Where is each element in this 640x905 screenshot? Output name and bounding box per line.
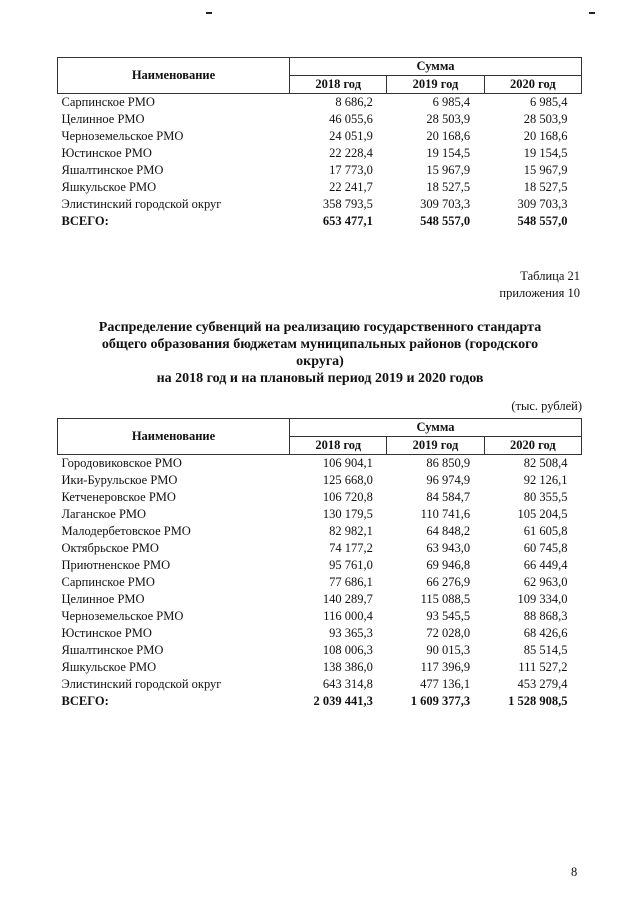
row-name: ВСЕГО: (61, 214, 109, 228)
value-2020: 66 449,4 (523, 558, 568, 572)
value-2019: 110 741,6 (420, 507, 471, 521)
table-2-body (58, 455, 582, 711)
table-row (58, 676, 582, 693)
row-name: Ики-Бурульское РМО (61, 473, 178, 487)
value-2020: 92 126,1 (523, 473, 568, 487)
value-2018: 24 051,9 (329, 129, 373, 143)
value-2018: 2 039 441,3 (313, 694, 373, 708)
value-2018: 138 386,0 (322, 660, 373, 674)
value-2018: 643 314,8 (322, 677, 373, 691)
row-name: ВСЕГО: (61, 694, 109, 708)
value-2020: 60 745,8 (523, 541, 568, 555)
value-2020: 28 503,9 (523, 112, 568, 126)
row-name: Юстинское РМО (61, 146, 152, 160)
value-2019: 90 015,3 (426, 643, 471, 657)
row-name: Приютненское РМО (61, 558, 171, 572)
col-header-name: Наименование (58, 419, 290, 455)
table-row (58, 489, 582, 506)
table-row (58, 591, 582, 608)
value-2020: 20 168,6 (523, 129, 568, 143)
value-2018: 82 982,1 (329, 524, 373, 538)
value-2018: 106 720,8 (322, 490, 373, 504)
table-row (58, 162, 582, 179)
value-2019: 309 703,3 (420, 197, 471, 211)
row-name: Черноземельское РМО (61, 129, 184, 143)
value-2020: 1 528 908,5 (508, 694, 568, 708)
row-name: Сарпинское РМО (61, 575, 155, 589)
col-header-2020: 2020 год (484, 76, 581, 94)
total-row (58, 693, 582, 710)
scan-mark-right (589, 12, 595, 14)
value-2019: 6 985,4 (432, 95, 471, 109)
value-2020: 6 985,4 (530, 95, 568, 109)
table-row (58, 523, 582, 540)
table-row (58, 111, 582, 128)
table-row (58, 179, 582, 196)
page-number: 8 (571, 865, 578, 879)
value-2020: 68 426,6 (523, 626, 568, 640)
table-2 (57, 418, 582, 710)
value-2020: 548 557,0 (517, 214, 568, 228)
value-2019: 20 168,6 (426, 129, 471, 143)
row-name: Яшалтинское РМО (61, 163, 164, 177)
col-header-sum: Сумма (290, 58, 582, 76)
value-2020: 309 703,3 (517, 197, 568, 211)
col-header-2018: 2018 год (290, 437, 387, 455)
col-header-name: Наименование (58, 58, 290, 94)
col-header-2018: 2018 год (290, 76, 387, 94)
scan-mark-left (206, 12, 212, 14)
value-2019: 28 503,9 (426, 112, 471, 126)
table-row (58, 472, 582, 489)
value-2019: 15 967,9 (426, 163, 471, 177)
row-name: Юстинское РМО (61, 626, 152, 640)
row-name: Яшкульское РМО (61, 660, 157, 674)
value-2019: 117 396,9 (420, 660, 471, 674)
row-name: Элистинский городской округ (61, 197, 222, 211)
value-2020: 82 508,4 (523, 456, 568, 470)
value-2020: 111 527,2 (518, 660, 568, 674)
value-2020: 61 605,8 (523, 524, 568, 538)
value-2019: 19 154,5 (426, 146, 471, 160)
value-2018: 22 228,4 (329, 146, 373, 160)
value-2020: 80 355,5 (523, 490, 568, 504)
value-2018: 93 365,3 (329, 626, 373, 640)
value-2020: 109 334,0 (517, 592, 568, 606)
value-2020: 85 514,5 (523, 643, 568, 657)
value-2018: 116 000,4 (323, 609, 373, 623)
value-2018: 95 761,0 (329, 558, 373, 572)
value-2018: 8 686,2 (335, 95, 373, 109)
row-name: Элистинский городской округ (61, 677, 222, 691)
value-2019: 1 609 377,3 (410, 694, 471, 708)
value-2020: 15 967,9 (523, 163, 568, 177)
value-2018: 108 006,3 (322, 643, 373, 657)
value-2019: 115 088,5 (420, 592, 471, 606)
row-name: Яшалтинское РМО (61, 643, 164, 657)
units-label: (тыс. рублей) (511, 399, 582, 413)
row-name: Яшкульское РМО (61, 180, 157, 194)
value-2018: 22 241,7 (329, 180, 373, 194)
value-2019: 548 557,0 (420, 214, 471, 228)
table-1-grid (57, 57, 582, 230)
table-1-body (58, 94, 582, 231)
table-row (58, 540, 582, 557)
table-1 (57, 57, 582, 230)
caption-line-2: приложения 10 (499, 286, 580, 300)
row-name: Целинное РМО (61, 112, 145, 126)
table-row (58, 574, 582, 591)
table-row (58, 455, 582, 473)
row-name: Кетченеровское РМО (61, 490, 176, 504)
table-row (58, 145, 582, 162)
value-2020: 62 963,0 (523, 575, 568, 589)
title-line-1: Распределение субвенций на реализацию государственного стандарта (98, 320, 542, 335)
caption-line-1: Таблица 21 (520, 269, 580, 283)
table-row (58, 557, 582, 574)
table-row (58, 625, 582, 642)
value-2018: 17 773,0 (329, 163, 373, 177)
value-2019: 69 946,8 (426, 558, 471, 572)
value-2019: 18 527,5 (426, 180, 471, 194)
value-2019: 72 028,0 (426, 626, 471, 640)
total-row (58, 213, 582, 230)
value-2018: 77 686,1 (329, 575, 373, 589)
value-2020: 453 279,4 (517, 677, 568, 691)
row-name: Сарпинское РМО (61, 95, 155, 109)
title-line-4: на 2018 год и на плановый период 2019 и 2020 годов (156, 371, 484, 386)
row-name: Лаганское РМО (61, 507, 147, 521)
value-2020: 88 868,3 (523, 609, 568, 623)
table-row (58, 196, 582, 213)
value-2019: 86 850,9 (426, 456, 471, 470)
row-name: Октябрьское РМО (61, 541, 159, 555)
row-name: Черноземельское РМО (61, 609, 184, 623)
value-2018: 653 477,1 (322, 214, 373, 228)
table-row (58, 128, 582, 145)
table-caption (499, 268, 580, 302)
value-2018: 74 177,2 (329, 541, 373, 555)
value-2019: 64 848,2 (426, 524, 471, 538)
col-header-2019: 2019 год (387, 76, 484, 94)
table-2-grid (57, 418, 582, 710)
value-2018: 106 904,1 (322, 456, 373, 470)
value-2019: 96 974,9 (426, 473, 471, 487)
col-header-sum: Сумма (290, 419, 582, 437)
row-name: Целинное РМО (61, 592, 145, 606)
col-header-2020: 2020 год (484, 437, 581, 455)
table-row (58, 94, 582, 112)
title-line-2: общего образования бюджетам муниципальных районов (городского (101, 337, 539, 352)
title-line-3: округа) (296, 354, 344, 369)
value-2018: 125 668,0 (322, 473, 373, 487)
row-name: Городовиковское РМО (61, 456, 182, 470)
value-2020: 19 154,5 (523, 146, 568, 160)
value-2019: 84 584,7 (426, 490, 471, 504)
col-header-2019: 2019 год (387, 437, 484, 455)
table-row (58, 659, 582, 676)
value-2020: 105 204,5 (517, 507, 568, 521)
value-2018: 140 289,7 (322, 592, 373, 606)
value-2019: 477 136,1 (420, 677, 471, 691)
value-2019: 93 545,5 (426, 609, 471, 623)
section-title (50, 319, 590, 387)
table-row (58, 642, 582, 659)
table-row (58, 608, 582, 625)
value-2018: 358 793,5 (322, 197, 373, 211)
value-2019: 63 943,0 (426, 541, 471, 555)
value-2020: 18 527,5 (523, 180, 568, 194)
value-2018: 46 055,6 (329, 112, 373, 126)
value-2019: 66 276,9 (426, 575, 471, 589)
table-row (58, 506, 582, 523)
value-2018: 130 179,5 (322, 507, 373, 521)
row-name: Малодербетовское РМО (61, 524, 191, 538)
